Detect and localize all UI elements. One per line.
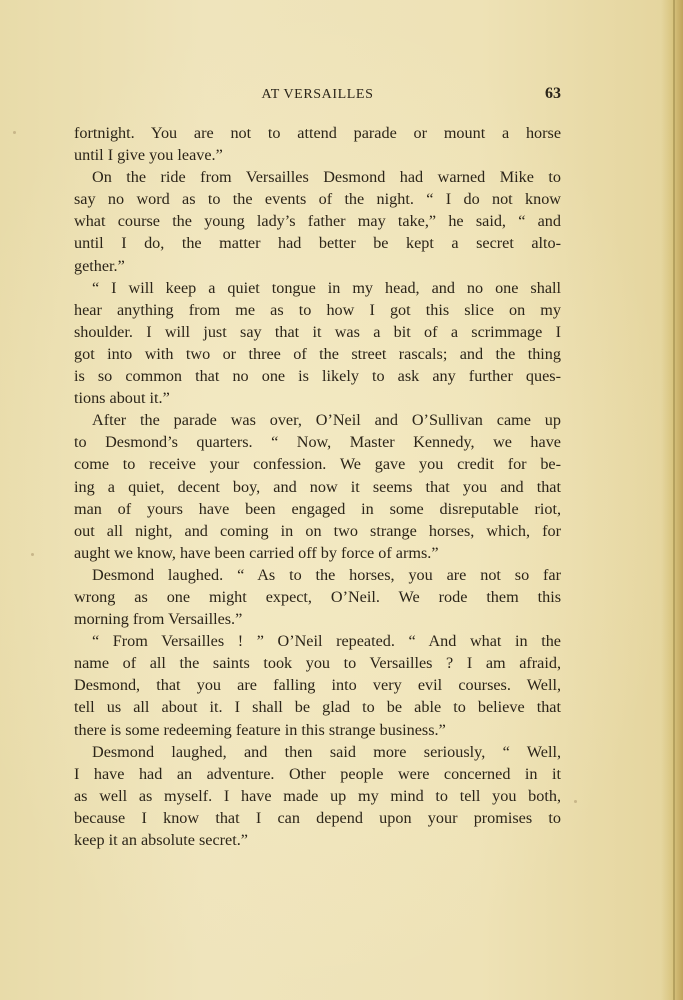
body-text <box>74 122 561 851</box>
text-line: Desmond, that you are falling into very evil courses. Well, <box>74 676 561 695</box>
text-line: there is some redeeming feature in this strange business.” <box>74 720 446 739</box>
text-line: wrong as one might expect, O’Neil. We rode them this <box>74 587 561 606</box>
text-line: name of all the saints took you to Versailles ? I am afraid, <box>74 654 561 673</box>
text-line: got into with two or three of the street rascals; and the thing <box>74 344 561 363</box>
page-edge-shading <box>661 0 683 1000</box>
text-line: tell us all about it. I shall be glad to be able to believe that <box>74 698 561 717</box>
text-line: is so common that no one is likely to ask any further ques- <box>74 367 561 386</box>
text-line: because I know that I can depend upon your promises to <box>74 808 561 827</box>
text-line: ing a quiet, decent boy, and now it seems that you and that <box>74 477 561 496</box>
text-line: as well as myself. I have made up my mind to tell you both, <box>74 786 561 805</box>
page-edge-line <box>673 0 675 1000</box>
text-line: keep it an absolute secret.” <box>74 831 248 849</box>
text-line: “ From Versailles ! ” O’Neil repeated. “ And what in the <box>92 632 561 651</box>
text-line: until I give you leave.” <box>74 146 223 165</box>
text-line: until I do, the matter had better be kept a secret alto- <box>74 234 561 253</box>
text-line: After the parade was over, O’Neil and O’Sullivan came up <box>92 411 561 430</box>
text-line: say no word as to the events of the night. “ I do not know <box>74 190 561 209</box>
paper-speck <box>31 553 34 556</box>
text-line: I have had an adventure. Other people were concerned in it <box>74 764 561 783</box>
text-line: Desmond laughed, and then said more seriously, “ Well, <box>92 742 561 761</box>
text-line: tions about it.” <box>74 389 170 408</box>
text-line: shoulder. I will just say that it was a bit of a scrimmage I <box>74 322 561 341</box>
text-line: On the ride from Versailles Desmond had warned Mike to <box>92 168 561 187</box>
paper-speck <box>574 800 577 803</box>
text-line: gether.” <box>74 256 125 275</box>
text-line: man of yours have been engaged in some disreputable riot, <box>74 499 561 518</box>
text-line: “ I will keep a quiet tongue in my head, and no one shall <box>92 278 561 297</box>
text-line: Desmond laughed. “ As to the horses, you are not so far <box>92 565 561 584</box>
text-line: hear anything from me as to how I got this slice on my <box>74 300 561 319</box>
text-line: what course the young lady’s father may take,” he said, “ and <box>74 212 561 231</box>
running-title: AT VERSAILLES <box>261 87 374 102</box>
running-head <box>74 86 561 108</box>
text-line: morning from Versailles.” <box>74 610 243 629</box>
paper-speck <box>13 131 16 134</box>
text-line: aught we know, have been carried off by force of arms.” <box>74 543 439 562</box>
text-line: fortnight. You are not to attend parade or mount a horse <box>74 124 561 142</box>
text-line: come to receive your confession. We gave you credit for be- <box>74 455 561 474</box>
page-number: 63 <box>545 85 561 102</box>
text-line: out all night, and coming in on two strange horses, which, for <box>74 521 561 540</box>
text-line: to Desmond’s quarters. “ Now, Master Kennedy, we have <box>74 433 561 452</box>
